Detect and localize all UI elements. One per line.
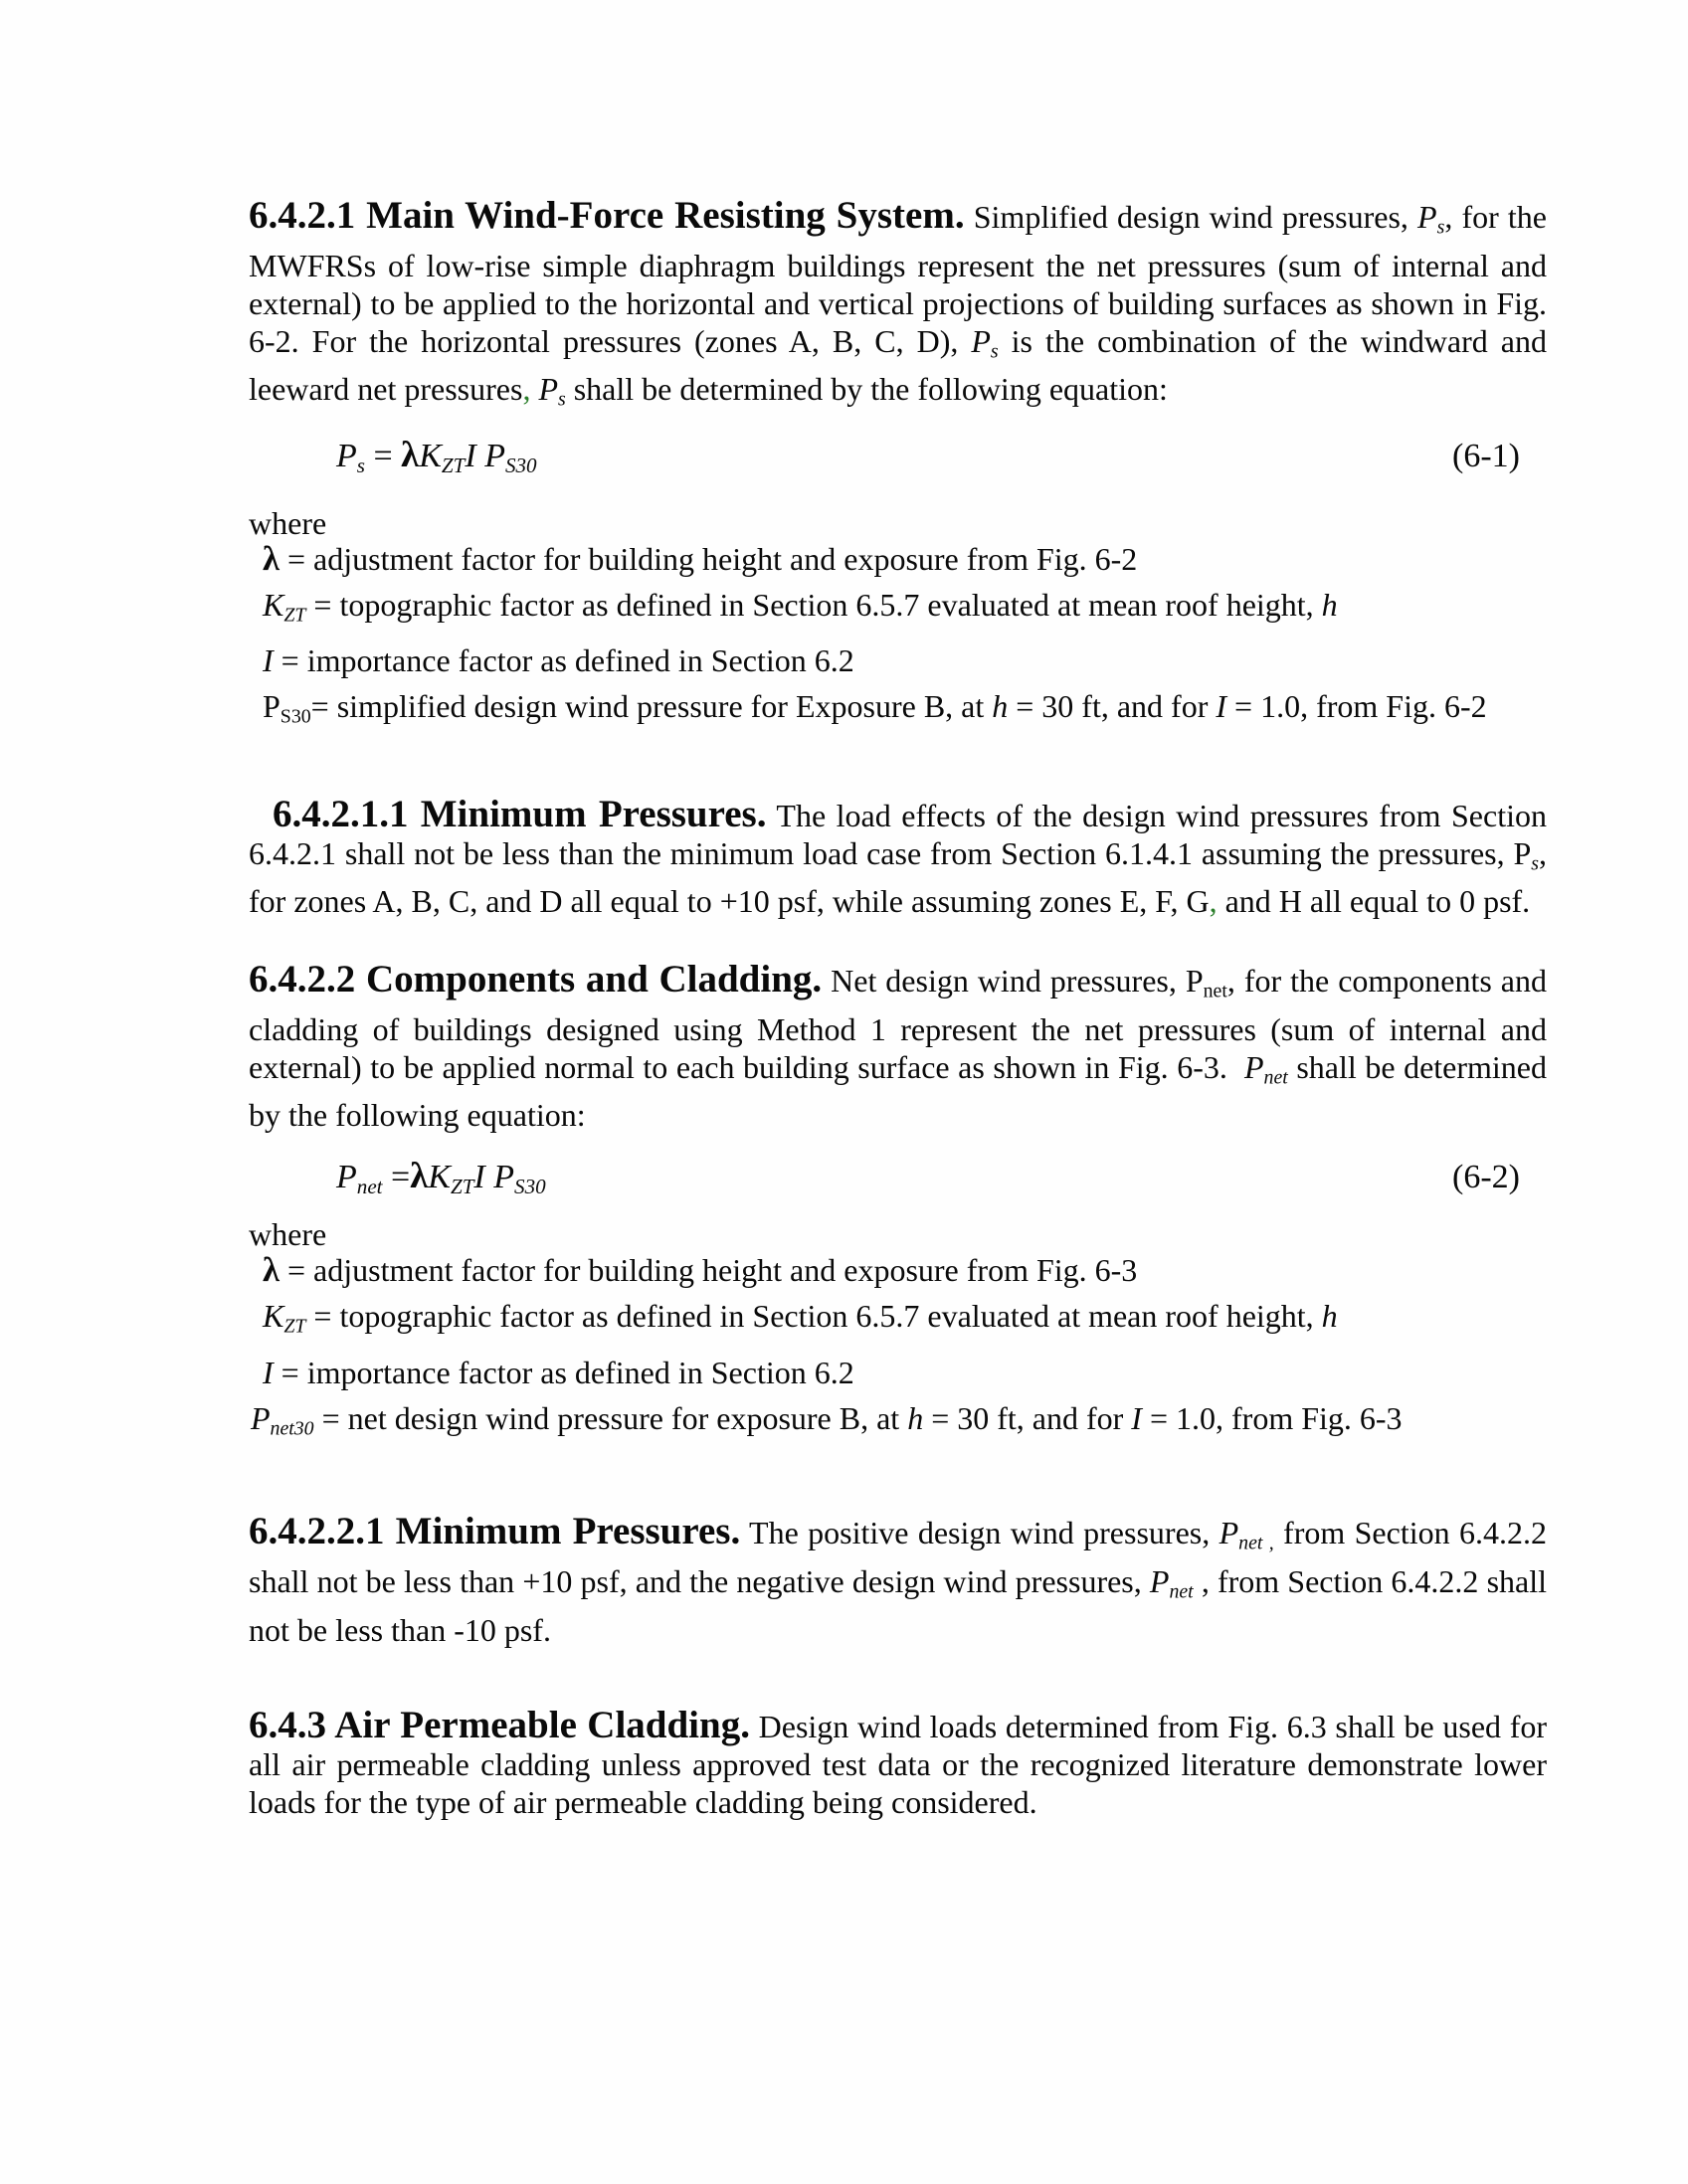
section-6-4-2-1-paragraph: 6.4.2.1 Main Wind-Force Resisting System. Simplified design wind pressures, Ps, for the MWFRSs of low-rise simple diaphragm buildings represent the net pressures (sum of internal and external) to be applied to the horizontal and vertical projections of building surfaces as shown in Fig. 6-2. For the horizontal pressures (zones A, B, C, D), Ps is the combination of the windward and leeward net pressures, Ps shall be determined by the following equation:: [249, 194, 1548, 411]
section-6-4-2-2-1-paragraph: 6.4.2.2.1 Minimum Pressures. The positive design wind pressures, Pnet , from Section 6.4.2.2 shall not be less than +10 psf, and the negative design wind pressures, Pnet , from Section 6.4.2.2 shall not be less than -10 psf.: [249, 1510, 1548, 1648]
definition-kzt-2: KZT = topographic factor as defined in Section 6.5.7 evaluated at mean roof height, h: [263, 1298, 1338, 1338]
definition-list-2: [249, 1247, 1547, 1451]
equation-6-2-row: [249, 1156, 1547, 1205]
definition-kzt-1: KZT = topographic factor as defined in Section 6.5.7 evaluated at mean roof height, h: [263, 586, 1338, 627]
equation-6-1-label: (6-1): [1452, 437, 1520, 474]
definition-ps30: $P_{S30}=$ simplified design wind pressure for Exposure B, at h = 30 ft, and for I = 1.0, from Fig. 6-2: [263, 688, 1487, 728]
equation-6-2: Pnet =λKZTI PS30: [336, 1155, 546, 1199]
definition-lambda-2: λ = adjustment factor for building height and exposure from Fig. 6-3: [263, 1251, 1138, 1290]
equation-6-1-row: [249, 435, 1547, 484]
definition-pnet30: Pnet30 = net design wind pressure for exposure B, at h = 30 ft, and for I = 1.0, from Fig. 6-3: [251, 1399, 1403, 1440]
definition-lambda-1: λ = adjustment factor for building height and exposure from Fig. 6-2: [263, 539, 1138, 578]
definition-importance-2: I = importance factor as defined in Section 6.2: [263, 1354, 854, 1390]
section-6-4-2-2-paragraph: 6.4.2.2 Components and Cladding. Net design wind pressures, $P_{net}$, for the components and cladding of buildings designed using Method 1 represent the net pressures (sum of internal and external) to be applied normal to each building surface as shown in Fig. 6-3. Pnet shall be determined by the following equation:: [249, 958, 1548, 1134]
where-label-2: where: [249, 1216, 327, 1253]
definition-importance-1: I = importance factor as defined in Section 6.2: [263, 642, 854, 679]
equation-6-2-label: (6-2): [1452, 1159, 1520, 1196]
section-6-4-3-paragraph: 6.4.3 Air Permeable Cladding. Design wind loads determined from Fig. 6.3 shall be used for all air permeable cladding unless approved test data or the recognized literature demonstrate lower loads for the type of air permeable cladding being considered.: [249, 1703, 1548, 1820]
where-label-1: where: [249, 504, 327, 541]
section-6-4-2-1-1-paragraph: 6.4.2.1.1 Minimum Pressures. The load effects of the design wind pressures from Section 6.4.2.1 shall not be less than the minimum load case from Section 6.1.4.1 assuming the pressures, Ps, for zones A, B, C, and D all equal to +10 psf, while assuming zones E, F, G, and H all equal to 0 psf.: [249, 792, 1547, 920]
definition-list-1: [249, 536, 1547, 740]
equation-6-1: Ps = λKZTI PS30: [336, 433, 537, 477]
